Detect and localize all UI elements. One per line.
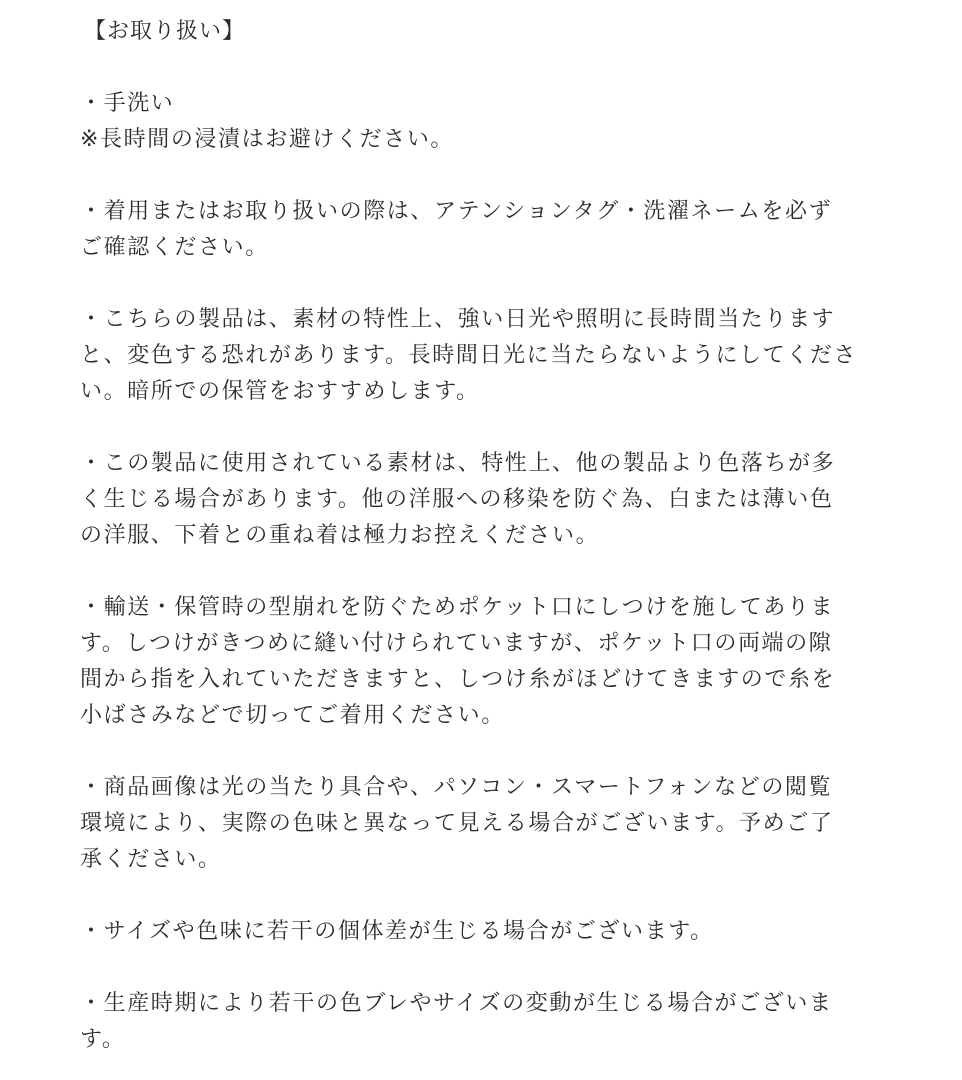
instruction-block-hand-wash xyxy=(80,86,880,158)
spacer xyxy=(80,878,880,914)
spacer xyxy=(80,158,880,194)
instruction-line: 承ください。 xyxy=(80,847,222,872)
instruction-line: ・着用またはお取り扱いの際は、アテンションタグ・洗濯ネームを必ず xyxy=(80,199,833,224)
spacer xyxy=(80,554,880,590)
spacer xyxy=(80,410,880,446)
instruction-line: ・生産時期により若干の色ブレやサイズの変動が生じる場合がございま xyxy=(80,991,833,1016)
spacer xyxy=(80,734,880,770)
instruction-line: ・商品画像は光の当たり具合や、パソコン・スマートフォンなどの閲覧 xyxy=(80,775,833,800)
instruction-block-check-tags xyxy=(80,194,880,266)
instruction-line: ・サイズや色味に若干の個体差が生じる場合がございます。 xyxy=(80,919,714,944)
instruction-line: ・この製品に使用されている素材は、特性上、他の製品より色落ちが多 xyxy=(80,451,836,476)
instruction-line: く生じる場合があります。他の洋服への移染を防ぐ為、白または薄い色 xyxy=(80,487,834,512)
instruction-line: す。しつけがきつめに縫い付けられていますが、ポケット口の両端の隙 xyxy=(80,631,833,656)
instruction-line: す。 xyxy=(80,1027,126,1052)
spacer xyxy=(80,50,880,86)
instruction-line: 小ばさみなどで切ってご着用ください。 xyxy=(80,703,505,728)
instruction-block-color-bleed xyxy=(80,446,880,554)
instruction-block-basting xyxy=(80,590,880,734)
instruction-line: ※長時間の浸漬はお避けください。 xyxy=(80,127,455,152)
instruction-line: ・こちらの製品は、素材の特性上、強い日光や照明に長時間当たります xyxy=(80,307,836,332)
instruction-block-sunlight xyxy=(80,302,880,410)
instruction-block-image-color xyxy=(80,770,880,878)
instruction-line: と、変色する恐れがあります。長時間日光に当たらないようにしてくださ xyxy=(80,343,858,368)
care-instructions-document xyxy=(80,14,880,1058)
instruction-block-production-variance xyxy=(80,986,880,1058)
instruction-line: の洋服、下着との重ね着は極力お控えください。 xyxy=(80,523,600,548)
instruction-line: ・輸送・保管時の型崩れを防ぐためポケット口にしつけを施してありま xyxy=(80,595,835,620)
section-title: 【お取り扱い】 xyxy=(84,19,246,44)
instruction-line: 間から指を入れていただきますと、しつけ糸がほどけてきますので糸を xyxy=(80,667,836,692)
instruction-block-individual-difference xyxy=(80,914,880,950)
instruction-line: い。暗所での保管をおすすめします。 xyxy=(80,379,480,404)
spacer xyxy=(80,266,880,302)
instruction-line: 環境により、実際の色味と異なって見える場合がございます。予めご了 xyxy=(80,811,834,836)
spacer xyxy=(80,950,880,986)
instruction-line: ・手洗い xyxy=(80,91,175,116)
instruction-line: ご確認ください。 xyxy=(80,235,269,260)
